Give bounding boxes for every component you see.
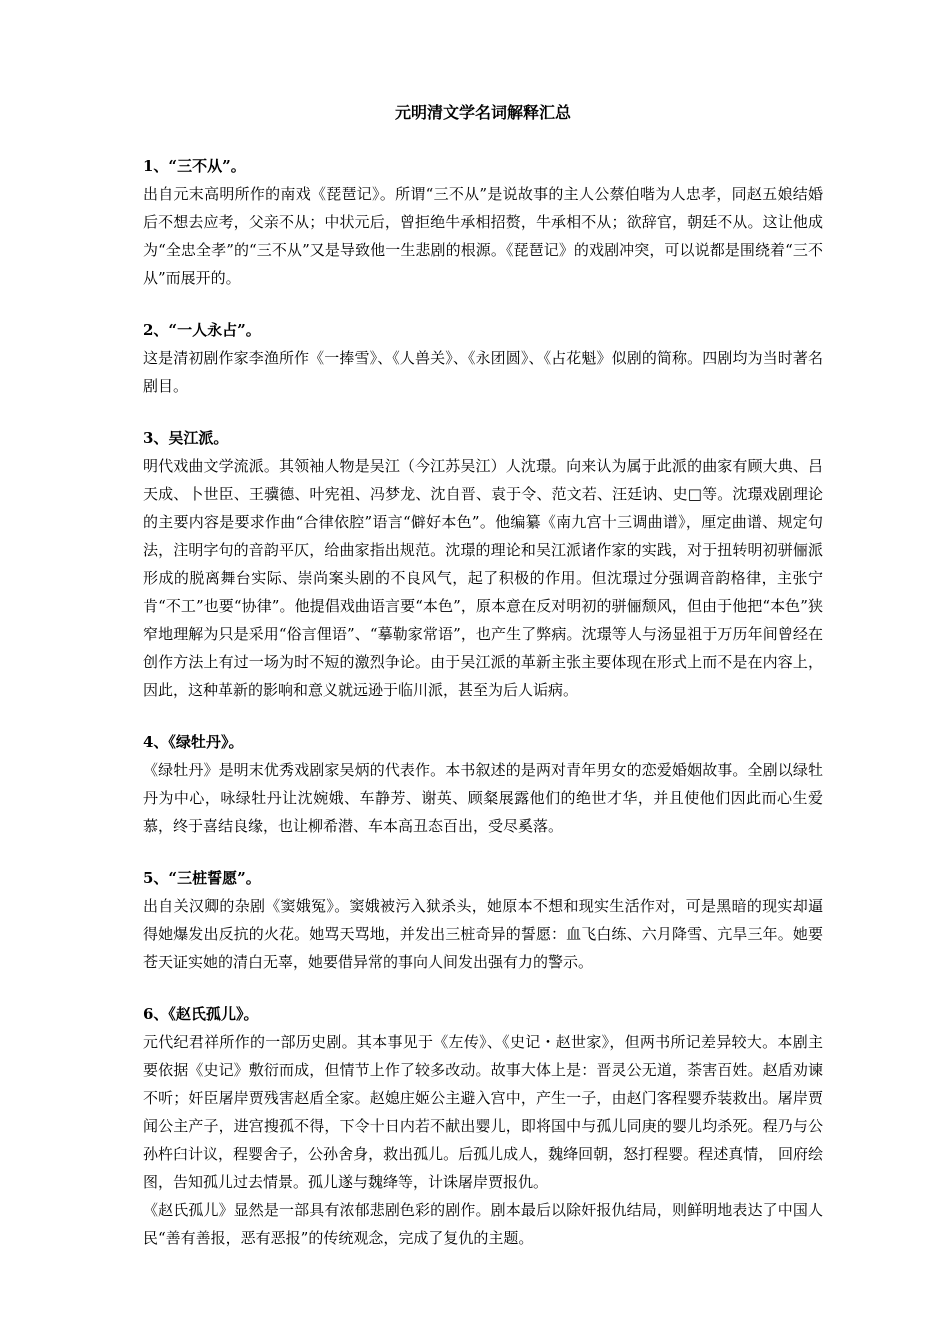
section-yi-ren-yong-zhan	[143, 316, 823, 400]
section-paragraph: 《赵氏孤儿》显然是一部具有浓郁悲剧色彩的剧作。剧本最后以除奸报仇结局，则鲜明地表达了中国人民“善有善报，恶有恶报”的传统观念，完成了复仇的主题。	[143, 1201, 823, 1247]
document-page	[143, 100, 823, 1276]
section-lv-mudan	[143, 728, 823, 840]
section-heading: 5、“三桩誓愿”。	[143, 869, 261, 887]
section-paragraph: 《绿牡丹》是明末优秀戏剧家吴炳的代表作。本书叙述的是两对青年男女的恋爱婚姻故事。全剧以绿牡丹为中心，咏绿牡丹让沈婉娥、车静芳、谢英、顾粲展露他们的绝世才华，并且使他们因此而心生爱慕，终于喜结良缘，也让柳希潜、车本高丑态百出，受尽奚落。	[143, 761, 823, 835]
section-paragraph: 这是清初剧作家李渔所作《一捧雪》、《人兽关》、《永团圆》、《占花魁》似剧的简称。四剧均为当时著名剧目。	[143, 349, 823, 395]
section-heading: 6、《赵氏孤儿》。	[143, 1005, 259, 1023]
section-wujiang-pai	[143, 424, 823, 704]
section-paragraph: 元代纪君祥所作的一部历史剧。其本事见于《左传》、《史记・赵世家》，但两书所记差异较大。本剧主要依据《史记》敷衍而成，但情节上作了较多改动。故事大体上是：晋灵公无道，荼害百姓。赵盾劝谏不听；奸臣屠岸贾残害赵盾全家。赵媳庄姬公主避入宫中，产生一子，由赵门客程婴乔装救出。屠岸贾闻公主产子，进宫搜孤不得，下令十日内若不献出婴儿，即将国中与孤儿同庚的婴儿均杀死。程乃与公孙杵臼计议，程婴舍子，公孙舍身，救出孤儿。后孤儿成人，魏绛回朝，怒打程婴。程述真情， 回府绘图，告知孤儿过去情景。孤儿遂与魏绛等，计诛屠岸贾报仇。	[143, 1033, 823, 1191]
section-paragraph: 明代戏曲文学流派。其领袖人物是吴江（今江苏吴江）人沈璟。向来认为属于此派的曲家有顾大典、吕天成、卜世臣、王骥德、叶宪祖、冯梦龙、沈自晋、袁于令、范文若、汪廷讷、史□等。沈璟戏剧理论的主要内容是要求作曲“合律依腔”语言“僻好本色”。他编纂《南九宫十三调曲谱》，厘定曲谱、规定句法，注明字句的音韵平仄，给曲家指出规范。沈璟的理论和吴江派诸作家的实践，对于扭转明初骈俪派形成的脱离舞台实际、崇尚案头剧的不良风气，起了积极的作用。但沈璟过分强调音韵格律，主张宁肯“不工”也要“协律”。他提倡戏曲语言要“本色”，原本意在反对明初的骈俪颓风，但由于他把“本色”狭窄地理解为只是采用“俗言俚语”、“摹勒家常语”，也产生了弊病。沈璟等人与汤显祖于万历年间曾经在创作方法上有过一场为时不短的激烈争论。由于吴江派的革新主张主要体现在形式上而不是在内容上，因此，这种革新的影响和意义就远逊于临川派，甚至为后人诟病。	[143, 457, 823, 699]
section-paragraph: 出自关汉卿的杂剧《窦娥冤》。窦娥被污入狱杀头，她原本不想和现实生活作对，可是黑暗的现实却逼得她爆发出反抗的火花。她骂天骂地，并发出三桩奇异的誓愿：血飞白练、六月降雪、亢旱三年。她要苍天证实她的清白无辜，她要借异常的事向人间发出强有力的警示。	[143, 897, 823, 971]
section-heading: 4、《绿牡丹》。	[143, 733, 244, 751]
section-zhaoshi-guer	[143, 1000, 823, 1252]
section-san-zhuang-shiyuan	[143, 864, 823, 976]
section-san-bu-cong	[143, 152, 823, 292]
section-heading: 1、“三不从”。	[143, 157, 246, 175]
document-title: 元明清文学名词解释汇总	[394, 103, 571, 122]
section-paragraph: 出自元末高明所作的南戏《琵琶记》。所谓“三不从”是说故事的主人公蔡伯喈为人忠孝，同赵五娘结婚后不想去应考，父亲不从；中状元后，曾拒绝牛承相招赘，牛承相不从；欲辞官，朝廷不从。这让他成为“全忠全孝”的“三不从”又是导致他一生悲剧的根源。《琵琶记》的戏剧冲突，可以说都是围绕着“三不从”而展开的。	[143, 185, 823, 287]
section-heading: 2、“一人永占”。	[143, 321, 261, 339]
section-heading: 3、吴江派。	[143, 429, 229, 447]
